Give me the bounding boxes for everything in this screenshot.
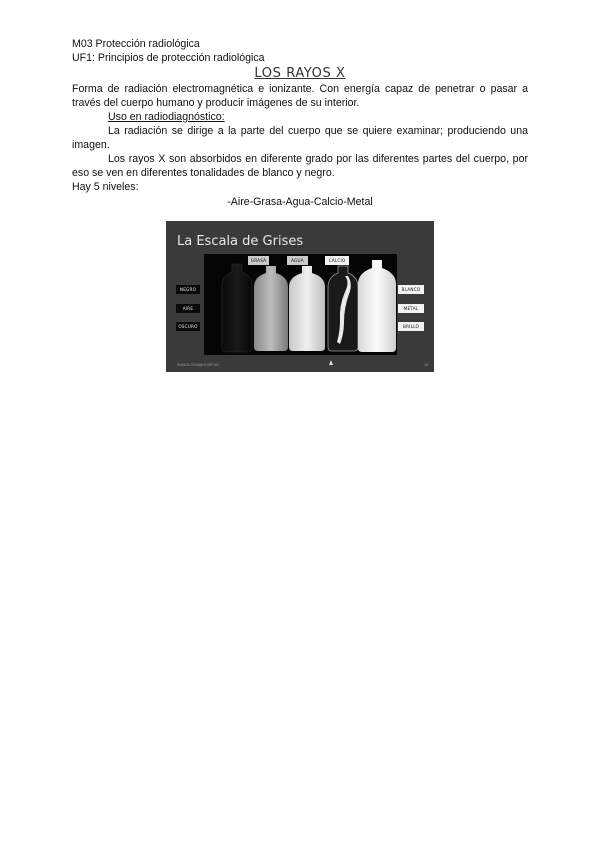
header-unit: UF1: Principios de protección radiológica [72,52,265,64]
slide-page-number: 15 [424,363,428,367]
cursor-arrow-icon [329,360,333,365]
paragraph-radiation: La radiación se dirige a la parte del cuerpo que se quiere examinar; produciendo una imagen. [72,125,528,151]
label-metal: METAL [398,304,424,313]
label-air: AIRE [176,304,200,313]
grayscale-slide-image [166,221,434,372]
label-calcium: CALCIO [325,256,349,265]
document-page [72,37,528,209]
label-water: AGUA [287,256,308,265]
paragraph-absorption: Los rayos X son absorbidos en diferente grado por las diferentes partes del cuerpo, por eso se ven en diferentes tonalidades de blanco y negro. [72,153,528,179]
slide-title: La Escala de Grises [177,234,304,249]
use-heading: Uso en radiodiagnóstico: [108,111,225,123]
bottles-xray-illustration [204,254,397,355]
paragraph-heading-use [72,110,528,124]
levels-list: -Aire-Grasa-Agua-Calcio-Metal [227,196,373,208]
paragraph-levels-intro: Hay 5 niveles: [72,181,139,193]
xray-bottles-image [204,254,397,355]
label-fat: GRASA [248,256,269,265]
header-module: M03 Protección radiológica [72,38,200,50]
paragraph-definition: Forma de radiación electromagnética e ionizante. Con energía capaz de penetrar o pasar a través del cuerpo humano y producir imágenes de su interior. [72,83,528,109]
label-dark: OSCURO [176,322,200,331]
label-white: BLANCO [398,285,424,294]
label-brightness: BRILLO [398,322,424,331]
label-black: NEGRO [176,285,200,294]
page-title: LOS RAYOS X [254,66,346,81]
slide-footer-left: RADIOLOGIA@HOSPITAL [177,363,220,367]
